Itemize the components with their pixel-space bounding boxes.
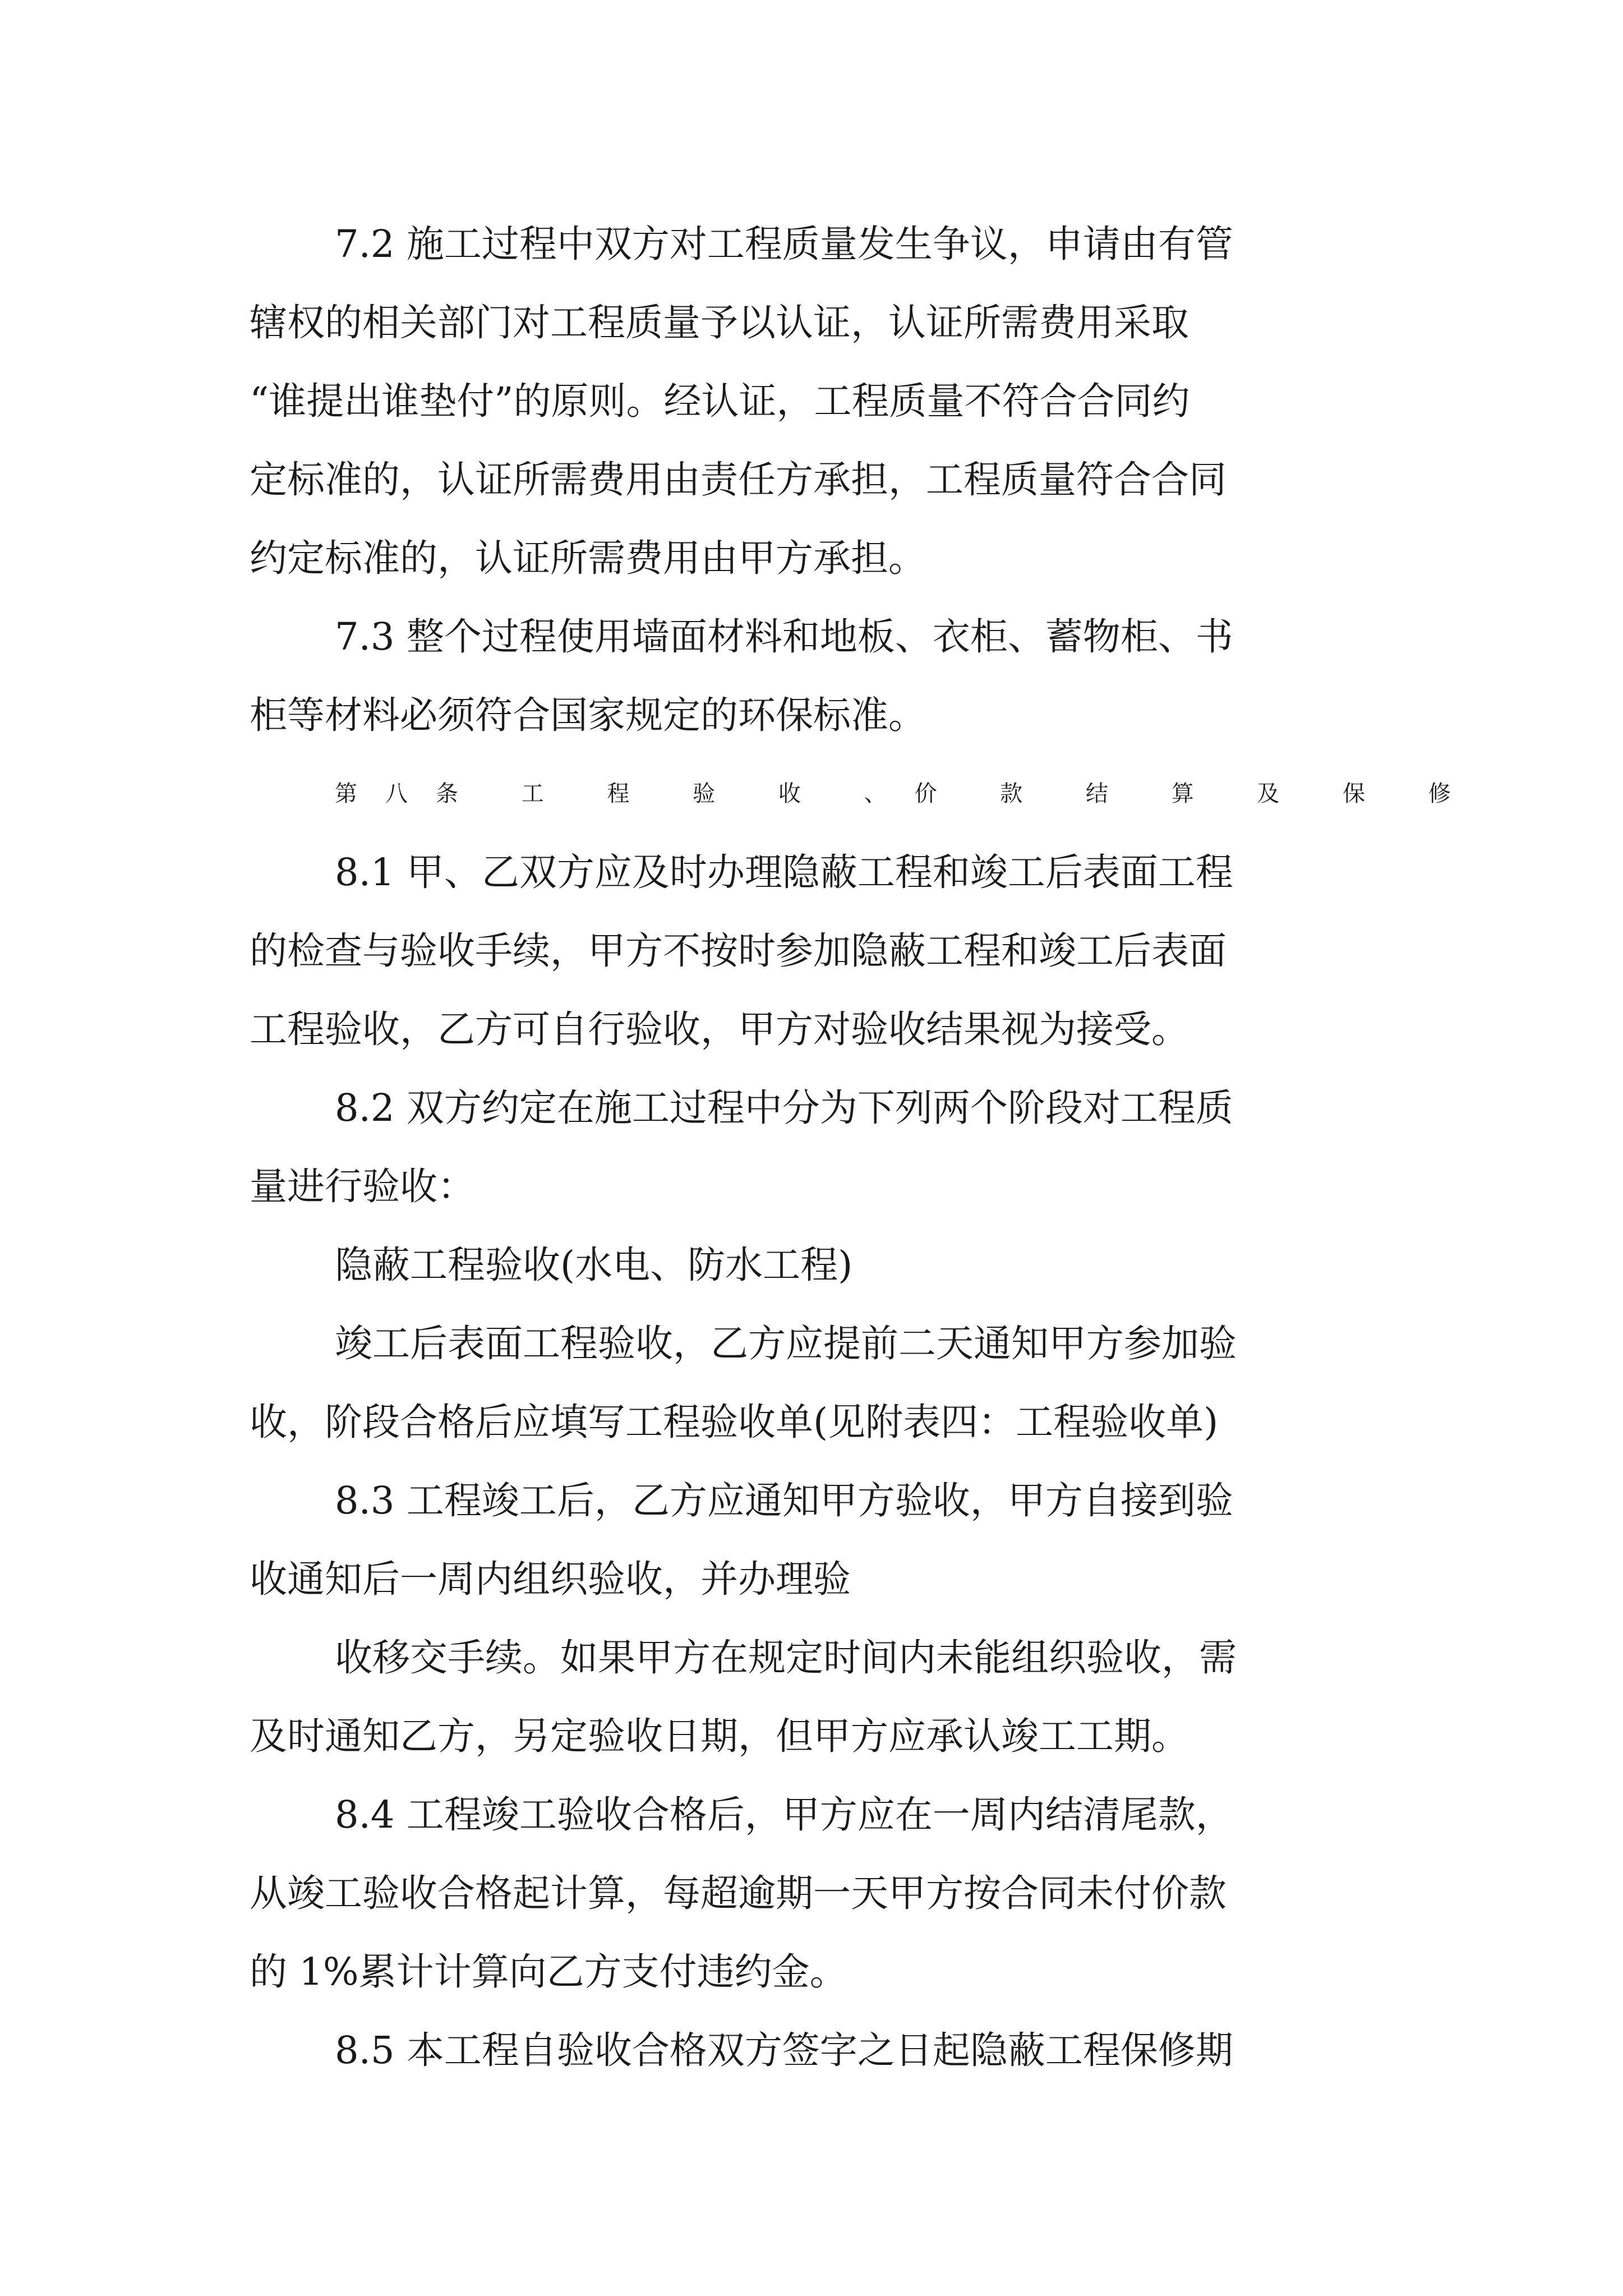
text-line-8-3-c: 收移交手续。如果甲方在规定时间内未能组织验收，需 [335,1636,1237,1680]
text-line-7-2-b: 辖权的相关部门对工程质量予以认证，认证所需费用采取 [250,301,1189,344]
text-line-7-3-b: 柜等材料必须符合国家规定的环保标准。 [250,693,926,737]
text-line-8-1-c: 工程验收，乙方可自行验收，甲方对验收结果视为接受。 [250,1007,1189,1051]
text-line-8-2-a: 8.2 双方约定在施工过程中分为下列两个阶段对工程质 [335,1086,1233,1130]
text-line-7-2-c: “谁提出谁垫付”的原则。经认证，工程质量不符合合同约 [250,379,1190,423]
text-line-7-2-e: 约定标准的，认证所需费用由甲方承担。 [250,536,926,580]
text-line-7-3-a: 7.3 整个过程使用墙面材料和地板、衣柜、蓄物柜、书 [335,615,1233,659]
text-line-8-3-d: 及时通知乙方，另定验收日期，但甲方应承认竣工工期。 [250,1714,1189,1758]
text-line-7-2-d: 定标准的，认证所需费用由责任方承担，工程质量符合合同 [250,458,1227,501]
text-line-8-1-b: 的检查与验收手续，甲方不按时参加隐蔽工程和竣工后表面 [250,929,1227,973]
text-line-7-2-a: 7.2 施工过程中双方对工程质量发生争议，申请由有管 [335,222,1233,266]
text-line-8-4-b: 从竣工验收合格起计算，每超逾期一天甲方按合同未付价款 [250,1871,1227,1915]
text-line-8-2-b: 量进行验收： [250,1165,475,1208]
text-line-hidden-works: 隐蔽工程验收(水电、防水工程) [335,1243,853,1287]
text-line-8-4-c: 的 1%累计计算向乙方支付违约金。 [250,1950,847,1994]
text-line-8-5-a: 8.5 本工程自验收合格双方签字之日起隐蔽工程保修期 [335,2028,1233,2072]
text-line-8-3-b: 收通知后一周内组织验收，并办理验 [250,1557,851,1601]
section-heading-article-8: 第八条 工 程 验 收 、价 款 结 算 及 保 修 [335,781,1479,807]
text-line-surface-works-a: 竣工后表面工程验收，乙方应提前二天通知甲方参加验 [335,1322,1237,1365]
text-line-8-4-a: 8.4 工程竣工验收合格后，甲方应在一周内结清尾款， [335,1793,1233,1837]
text-line-8-1-a: 8.1 甲、乙双方应及时办理隐蔽工程和竣工后表面工程 [335,850,1233,894]
text-line-8-3-a: 8.3 工程竣工后，乙方应通知甲方验收，甲方自接到验 [335,1479,1233,1522]
text-line-surface-works-b: 收，阶段合格后应填写工程验收单(见附表四：工程验收单) [250,1400,1219,1444]
